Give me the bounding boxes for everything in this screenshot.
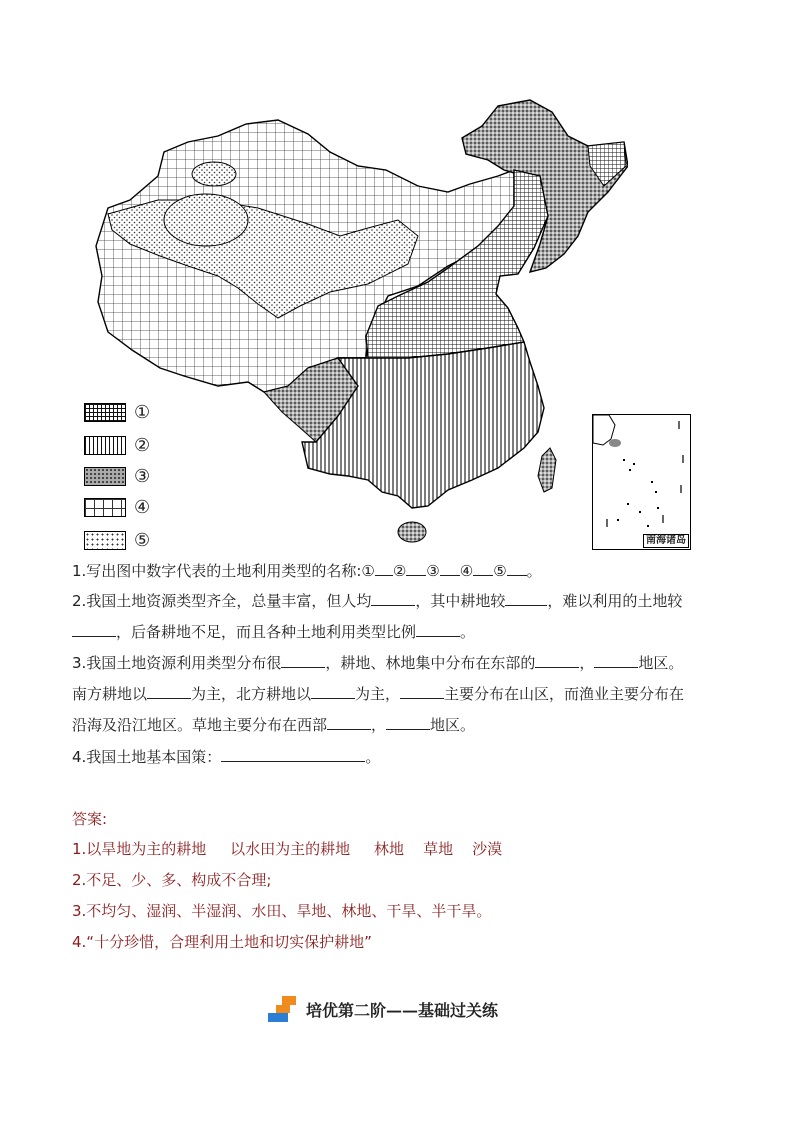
legend-swatch-dots: [84, 531, 126, 550]
answer-blank[interactable]: [371, 591, 415, 606]
answer-blank[interactable]: [400, 684, 444, 699]
legend-swatch-vertical-lines: [84, 436, 126, 455]
question-text: 地区。: [430, 716, 476, 734]
answer-blank[interactable]: [72, 622, 116, 637]
section-logo-icon: [268, 996, 298, 1022]
island-taiwan: [538, 448, 556, 492]
answer-blank[interactable]: [386, 715, 430, 730]
question-number: ④: [459, 562, 474, 580]
question-text: 沿海及沿江地区。草地主要分布在西部: [72, 716, 328, 734]
question-text: 为主，: [355, 685, 401, 703]
question-number: ③: [426, 562, 440, 580]
question-text: ，: [579, 654, 595, 672]
question-text: 1.写出图中数字代表的土地利用类型的名称:: [72, 562, 362, 580]
question-1: [72, 556, 732, 587]
legend-item-2: [84, 435, 150, 455]
answer-blank[interactable]: [507, 561, 527, 576]
question-text: 为主，北方耕地以: [191, 685, 312, 703]
south-china-sea-inset: [592, 414, 691, 550]
answer-blank[interactable]: [473, 561, 493, 576]
legend-number: ①: [134, 401, 151, 423]
question-number: ②: [392, 562, 407, 580]
island-hainan: [398, 522, 426, 542]
question-text: ，其中耕地较: [415, 592, 506, 610]
question-text: 2.我国土地资源类型齐全，总量丰富，但人均: [72, 592, 372, 610]
answer-blank[interactable]: [594, 653, 638, 668]
question-text: 主要分布在山区，而渔业主要分布在: [444, 685, 685, 703]
china-land-use-map: [68, 96, 628, 556]
answers-title: 答案:: [72, 810, 108, 828]
question-text: 地区。: [638, 654, 684, 672]
answer-blank[interactable]: [416, 622, 460, 637]
legend-item-3: [84, 466, 150, 486]
legend-number: ④: [134, 496, 151, 518]
question-text: ，: [371, 716, 387, 734]
question-2: [72, 586, 732, 648]
question-text: 3.我国土地资源利用类型分布很: [72, 654, 282, 672]
legend-item-5: [84, 530, 150, 550]
question-text: 。: [526, 562, 542, 580]
inset-label: 南海诸岛: [643, 534, 689, 548]
question-text: 南方耕地以: [72, 685, 148, 703]
legend-swatch-dotted-dense: [84, 467, 126, 486]
answer-2: 2.不足、少、多、构成不合理;: [72, 871, 272, 889]
legend-number: ②: [134, 434, 151, 456]
section-heading: [268, 996, 498, 1022]
answer-blank[interactable]: [147, 684, 191, 699]
answer-blank[interactable]: [327, 715, 371, 730]
answer-blank[interactable]: [221, 747, 365, 762]
question-text: 。: [460, 623, 476, 641]
legend-swatch-grid: [84, 498, 126, 517]
answer-blank[interactable]: [535, 653, 579, 668]
question-3: [72, 648, 732, 741]
answer-4: 4.“十分珍惜，合理利用土地和切实保护耕地”: [72, 933, 372, 951]
legend-number: ⑤: [134, 529, 151, 551]
question-text: 。: [365, 748, 381, 766]
answer-1: 1.以旱地为主的耕地 以水田为主的耕地 林地 草地 沙漠: [72, 840, 503, 858]
legend-item-1: [84, 402, 150, 422]
answer-blank[interactable]: [375, 561, 393, 576]
question-number: ⑤: [493, 562, 507, 580]
question-text: ，难以利用的土地较: [547, 592, 683, 610]
legend-swatch-dense-grid: [84, 403, 126, 422]
question-number: ①: [361, 562, 375, 580]
legend-number: ③: [134, 465, 151, 487]
answer-blank[interactable]: [311, 684, 355, 699]
answer-3: 3.不均匀、湿润、半湿润、水田、旱地、林地、干旱、半干旱。: [72, 902, 492, 920]
answer-blank[interactable]: [505, 591, 547, 606]
section-title: 培优第二阶——基础过关练: [306, 1000, 499, 1020]
inset-map: [593, 415, 689, 548]
region-desert-north: [192, 162, 236, 186]
question-text: ，后备耕地不足，而且各种土地利用类型比例: [116, 623, 417, 641]
answer-blank[interactable]: [440, 561, 460, 576]
question-4: [72, 742, 732, 773]
answer-blank[interactable]: [406, 561, 426, 576]
question-text: ，耕地、林地集中分布在东部的: [325, 654, 536, 672]
question-text: 4.我国土地基本国策：: [72, 748, 222, 766]
answer-blank[interactable]: [281, 653, 325, 668]
region-desert-core: [164, 194, 248, 246]
legend-item-4: [84, 497, 150, 517]
